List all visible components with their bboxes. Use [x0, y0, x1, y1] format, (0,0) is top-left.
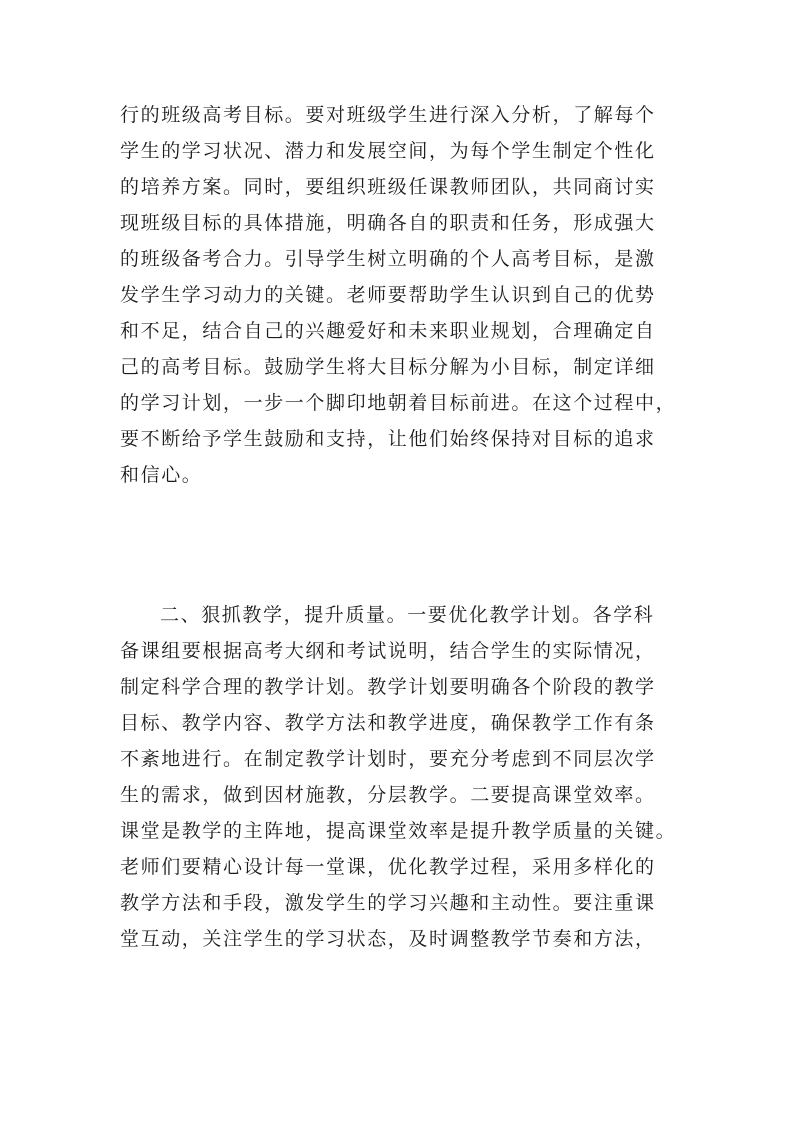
text-line: 现班级目标的具体措施，明确各自的职责和任务，形成强大 — [120, 212, 656, 234]
text-line: 的学习计划，一步一个脚印地朝着目标前进。在这个过程中， — [120, 392, 677, 414]
text-line: 发学生学习动力的关键。老师要帮助学生认识到自己的优势 — [120, 284, 656, 306]
text-line: 要不断给予学生鼓励和支持，让他们始终保持对目标的追求 — [120, 428, 656, 450]
text-line: 备课组要根据高考大纲和考试说明，结合学生的实际情况， — [120, 640, 656, 662]
text-line: 堂互动，关注学生的学习状态，及时调整教学节奏和方法， — [120, 928, 656, 950]
text-line: 生的需求，做到因材施教，分层教学。二要提高课堂效率。 — [120, 784, 656, 806]
text-line: 老师们要精心设计每一堂课，优化教学过程，采用多样化的 — [120, 856, 656, 878]
text-line: 的培养方案。同时，要组织班级任课教师团队，共同商讨实 — [120, 176, 656, 198]
text-line: 和不足，结合自己的兴趣爱好和未来职业规划，合理确定自 — [120, 320, 656, 342]
text-line: 己的高考目标。鼓励学生将大目标分解为小目标，制定详细 — [120, 356, 656, 378]
text-line: 学生的学习状况、潜力和发展空间，为每个学生制定个性化 — [120, 140, 656, 162]
text-line: 教学方法和手段，激发学生的学习兴趣和主动性。要注重课 — [120, 892, 656, 914]
text-line: 行的班级高考目标。要对班级学生进行深入分析，了解每个 — [120, 104, 656, 126]
text-line: 不紊地进行。在制定教学计划时，要充分考虑到不同层次学 — [120, 748, 656, 770]
text-line: 课堂是教学的主阵地，提高课堂效率是提升教学质量的关键。 — [120, 820, 677, 842]
paragraph-teaching-quality — [120, 597, 690, 957]
text-line: 和信心。 — [120, 464, 203, 486]
text-line: 的班级备考合力。引导学生树立明确的个人高考目标，是激 — [120, 248, 656, 270]
paragraph-goal-setting — [120, 97, 690, 493]
section-heading-line: 二、狠抓教学，提升质量。一要优化教学计划。各学科 — [160, 604, 655, 626]
text-line: 制定科学合理的教学计划。教学计划要明确各个阶段的教学 — [120, 676, 656, 698]
text-line: 目标、教学内容、教学方法和教学进度，确保教学工作有条 — [120, 712, 656, 734]
